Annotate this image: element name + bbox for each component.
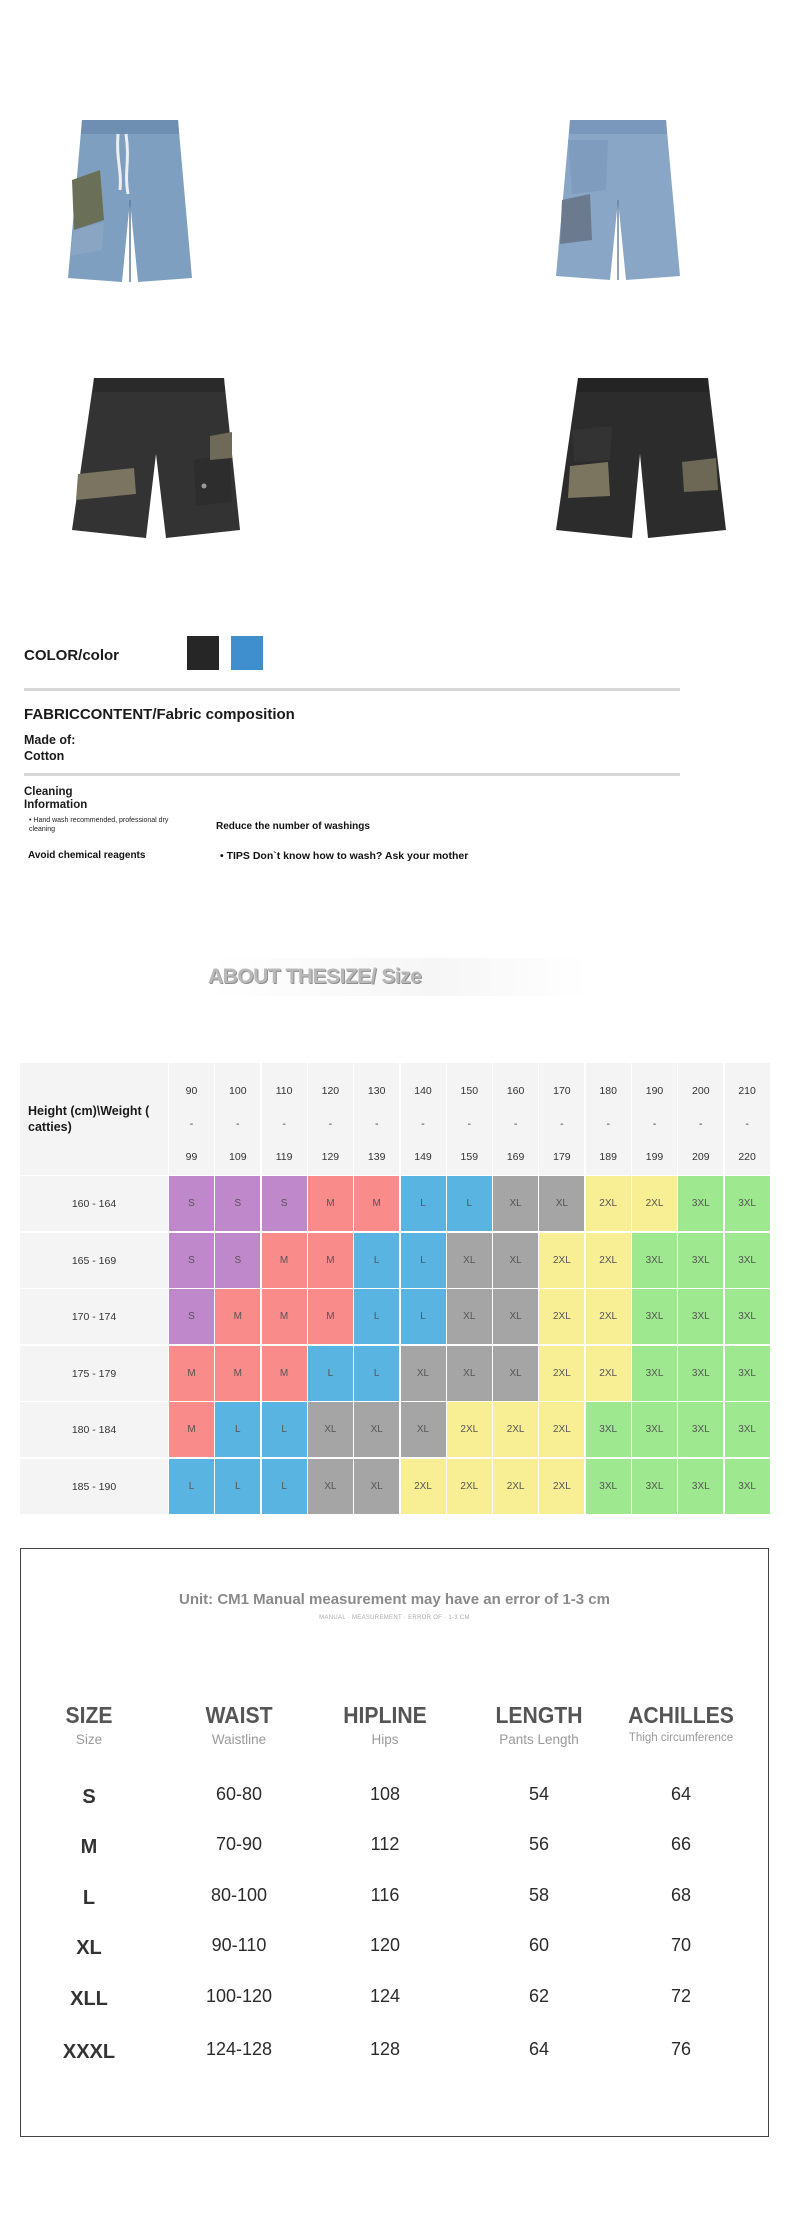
- weight-sep: -: [560, 1118, 564, 1130]
- weight-from: 110: [275, 1085, 293, 1097]
- size-cell: 3XL: [585, 1458, 631, 1514]
- weight-sep: -: [745, 1118, 749, 1130]
- size-cell: 3XL: [724, 1288, 770, 1344]
- size-chart-corner-label: Height (cm)\Weight ( catties): [20, 1063, 168, 1175]
- measure-waist: 80-100: [210, 1885, 268, 1905]
- weight-to: 189: [599, 1151, 617, 1163]
- avoid-chemicals-note: Avoid chemical reagents: [28, 850, 146, 861]
- measure-waist: 60-80: [215, 1784, 263, 1804]
- size-name: XLL: [70, 1988, 108, 2010]
- measure-thigh: 70: [670, 1935, 692, 1955]
- size-cell: M: [261, 1232, 307, 1288]
- weight-from: 140: [414, 1085, 432, 1097]
- weight-from: 120: [321, 1085, 340, 1097]
- weight-from: 210: [738, 1085, 756, 1097]
- size-cell: S: [261, 1175, 307, 1231]
- measure-hip: 116: [370, 1885, 400, 1905]
- size-cell: S: [168, 1175, 214, 1231]
- column-subheader: Size: [75, 1732, 103, 1747]
- measure-length: 58: [528, 1885, 550, 1905]
- size-cell: 3XL: [724, 1401, 770, 1457]
- weight-to: 99: [185, 1151, 198, 1163]
- weight-from: 200: [692, 1085, 710, 1097]
- weight-sep: -: [374, 1118, 379, 1130]
- about-size-heading: ABOUT THESIZE/ Size: [208, 958, 588, 996]
- size-name: S: [82, 1786, 96, 1808]
- size-cell: 2XL: [585, 1345, 631, 1401]
- measure-hip: 128: [369, 2039, 401, 2059]
- size-cell: XL: [492, 1232, 538, 1288]
- size-cell: 3XL: [631, 1288, 677, 1344]
- weight-to: 209: [692, 1151, 710, 1163]
- product-image-black-back: [548, 370, 738, 550]
- weight-to: 159: [460, 1151, 479, 1163]
- size-cell: 3XL: [724, 1345, 770, 1401]
- size-name: XXXL: [62, 2041, 116, 2063]
- black-swatch[interactable]: [187, 636, 219, 670]
- weight-sep: -: [328, 1118, 333, 1130]
- weight-to: 129: [321, 1151, 340, 1163]
- weight-header: [446, 1063, 492, 1175]
- size-cell: 3XL: [677, 1458, 723, 1514]
- material-value: Cotton: [24, 749, 65, 763]
- weight-sep: -: [467, 1118, 472, 1130]
- size-cell: M: [214, 1288, 260, 1344]
- size-cell: L: [214, 1401, 260, 1457]
- size-cell: 2XL: [631, 1175, 677, 1231]
- size-cell: L: [168, 1458, 214, 1514]
- measure-thigh: 64: [670, 1784, 692, 1804]
- weight-header: [400, 1063, 446, 1175]
- weight-to: 179: [553, 1151, 571, 1163]
- size-cell: 3XL: [585, 1401, 631, 1457]
- weight-from: 130: [367, 1085, 386, 1097]
- weight-sep: -: [513, 1118, 518, 1130]
- measure-thigh: 68: [670, 1885, 692, 1905]
- size-cell: L: [353, 1288, 399, 1344]
- weight-sep: -: [236, 1118, 240, 1130]
- color-label: COLOR/color: [24, 647, 120, 664]
- weight-sep: -: [606, 1118, 610, 1130]
- size-cell: M: [168, 1401, 214, 1457]
- product-image-black-front: [64, 370, 244, 550]
- size-cell: M: [307, 1175, 353, 1231]
- weight-header: [585, 1063, 631, 1175]
- size-cell: 2XL: [585, 1288, 631, 1344]
- height-label: 160 - 164: [20, 1175, 168, 1231]
- column-header: WAIST: [205, 1702, 273, 1728]
- blue-swatch[interactable]: [231, 636, 263, 670]
- size-cell: XL: [353, 1458, 399, 1514]
- size-cell: M: [168, 1345, 214, 1401]
- measurement-table: [20, 1548, 769, 2137]
- measure-waist: 90-110: [211, 1935, 267, 1955]
- size-cell: 2XL: [538, 1232, 584, 1288]
- fabric-made-of: [24, 732, 75, 764]
- weight-to: 220: [738, 1151, 756, 1163]
- size-cell: 3XL: [677, 1232, 723, 1288]
- column-header: ACHILLES: [628, 1702, 734, 1728]
- weight-from: 100: [229, 1085, 247, 1097]
- measure-waist: 124-128: [205, 2039, 273, 2059]
- size-cell: XL: [446, 1288, 492, 1344]
- divider: [24, 688, 680, 691]
- column-subheader: Pants Length: [499, 1732, 579, 1747]
- column-header: SIZE: [65, 1702, 113, 1728]
- size-cell: S: [168, 1288, 214, 1344]
- product-image-blue-back: [548, 110, 688, 290]
- size-cell: 2XL: [538, 1458, 584, 1514]
- weight-from: 150: [460, 1085, 479, 1097]
- size-cell: L: [307, 1345, 353, 1401]
- weight-header: [261, 1063, 307, 1175]
- size-cell: 2XL: [585, 1232, 631, 1288]
- weight-from: 170: [553, 1085, 571, 1097]
- size-cell: M: [353, 1175, 399, 1231]
- column-subheader: Thigh circumference: [628, 1732, 734, 1744]
- weight-sep: -: [652, 1118, 657, 1130]
- height-label: 175 - 179: [20, 1345, 168, 1401]
- size-cell: 3XL: [677, 1401, 723, 1457]
- column-header: HIPLINE: [343, 1702, 427, 1728]
- size-cell: 3XL: [724, 1175, 770, 1231]
- measure-thigh: 66: [670, 1834, 692, 1854]
- weight-to: 109: [229, 1151, 247, 1163]
- size-cell: XL: [492, 1288, 538, 1344]
- measure-length: 62: [528, 1986, 550, 2006]
- column-subheader: Hips: [371, 1732, 399, 1747]
- height-label: 185 - 190: [20, 1458, 168, 1514]
- size-cell: 3XL: [631, 1401, 677, 1457]
- size-cell: 3XL: [631, 1232, 677, 1288]
- size-cell: 2XL: [492, 1401, 538, 1457]
- reduce-washing-note: Reduce the number of washings: [216, 821, 370, 832]
- size-cell: 3XL: [724, 1458, 770, 1514]
- weight-header: [631, 1063, 677, 1175]
- weight-header: [307, 1063, 353, 1175]
- unit-subnote: MANUAL · MEASUREMENT · ERROR OF · 1-3 CM: [319, 1615, 470, 1621]
- size-cell: M: [261, 1288, 307, 1344]
- tips-note: • TIPS Don`t know how to wash? Ask your mother: [220, 850, 469, 862]
- size-name: M: [80, 1836, 98, 1858]
- weight-to: 149: [414, 1151, 432, 1163]
- weight-header: [168, 1063, 214, 1175]
- size-cell: L: [261, 1401, 307, 1457]
- measure-thigh: 72: [670, 1986, 692, 2006]
- size-cell: 3XL: [631, 1458, 677, 1514]
- weight-to: 119: [275, 1151, 293, 1163]
- size-cell: XL: [492, 1345, 538, 1401]
- weight-from: 190: [645, 1085, 664, 1097]
- size-name: XL: [76, 1937, 102, 1959]
- height-label: 165 - 169: [20, 1232, 168, 1288]
- size-cell: 3XL: [677, 1345, 723, 1401]
- size-cell: M: [307, 1288, 353, 1344]
- weight-header: [214, 1063, 260, 1175]
- size-cell: 2XL: [585, 1175, 631, 1231]
- size-cell: 3XL: [631, 1345, 677, 1401]
- size-cell: 3XL: [724, 1232, 770, 1288]
- size-cell: XL: [353, 1401, 399, 1457]
- height-label: 170 - 174: [20, 1288, 168, 1344]
- size-cell: M: [261, 1345, 307, 1401]
- size-cell: XL: [492, 1175, 538, 1231]
- size-cell: L: [400, 1175, 446, 1231]
- size-cell: 3XL: [677, 1175, 723, 1231]
- weight-sep: -: [699, 1118, 703, 1130]
- size-cell: S: [168, 1232, 214, 1288]
- weight-header: [724, 1063, 770, 1175]
- fabric-title: FABRICCONTENT/Fabric composition: [24, 706, 295, 723]
- size-cell: XL: [307, 1401, 353, 1457]
- weight-sep: -: [282, 1118, 286, 1130]
- size-cell: L: [353, 1345, 399, 1401]
- product-image-blue-front: [60, 110, 200, 290]
- weight-header: [492, 1063, 538, 1175]
- size-cell: XL: [446, 1345, 492, 1401]
- unit-note: Unit: CM1 Manual measurement may have an error of 1-3 cm: [179, 1591, 610, 1608]
- measure-length: 64: [528, 2039, 550, 2059]
- weight-to: 199: [645, 1151, 664, 1163]
- size-cell: S: [214, 1175, 260, 1231]
- size-cell: L: [261, 1458, 307, 1514]
- height-label: 180 - 184: [20, 1401, 168, 1457]
- measure-length: 54: [528, 1784, 550, 1804]
- size-cell: L: [400, 1288, 446, 1344]
- size-cell: XL: [307, 1458, 353, 1514]
- weight-header: [538, 1063, 584, 1175]
- size-cell: XL: [538, 1175, 584, 1231]
- size-cell: XL: [446, 1232, 492, 1288]
- weight-header: [353, 1063, 399, 1175]
- size-chart: [20, 1063, 770, 1518]
- measure-thigh: 76: [670, 2039, 692, 2059]
- size-cell: M: [307, 1232, 353, 1288]
- size-cell: 2XL: [538, 1288, 584, 1344]
- size-cell: L: [214, 1458, 260, 1514]
- size-cell: XL: [400, 1401, 446, 1457]
- measure-hip: 108: [369, 1784, 401, 1804]
- size-cell: XL: [400, 1345, 446, 1401]
- column-subheader: Waistline: [211, 1732, 267, 1747]
- hand-wash-note: • Hand wash recommended, professional dry cleaning: [29, 817, 169, 833]
- size-cell: 2XL: [446, 1458, 492, 1514]
- size-cell: 2XL: [538, 1401, 584, 1457]
- measure-length: 56: [528, 1834, 550, 1854]
- measure-length: 60: [528, 1935, 550, 1955]
- size-cell: 2XL: [400, 1458, 446, 1514]
- size-cell: L: [446, 1175, 492, 1231]
- size-cell: S: [214, 1232, 260, 1288]
- size-cell: L: [400, 1232, 446, 1288]
- weight-sep: -: [421, 1118, 425, 1130]
- measure-waist: 70-90: [215, 1834, 263, 1854]
- size-cell: 3XL: [677, 1288, 723, 1344]
- weight-from: 160: [506, 1085, 525, 1097]
- divider: [24, 773, 680, 776]
- made-of-label: Made of:: [24, 733, 76, 747]
- measure-hip: 120: [369, 1935, 401, 1955]
- size-cell: 2XL: [492, 1458, 538, 1514]
- size-cell: M: [214, 1345, 260, 1401]
- measure-hip: 112: [370, 1834, 400, 1854]
- cleaning-title: Cleaning Information: [24, 786, 88, 811]
- column-header: LENGTH: [495, 1702, 583, 1728]
- size-cell: L: [353, 1232, 399, 1288]
- measure-waist: 100-120: [205, 1986, 273, 2006]
- weight-from: 180: [599, 1085, 617, 1097]
- size-name: L: [82, 1887, 96, 1909]
- weight-to: 139: [367, 1151, 386, 1163]
- weight-from: 90: [185, 1085, 198, 1097]
- weight-to: 169: [506, 1151, 525, 1163]
- weight-sep: -: [189, 1118, 194, 1130]
- weight-header: [677, 1063, 723, 1175]
- measure-hip: 124: [369, 1986, 401, 2006]
- size-cell: 2XL: [446, 1401, 492, 1457]
- size-cell: 2XL: [538, 1345, 584, 1401]
